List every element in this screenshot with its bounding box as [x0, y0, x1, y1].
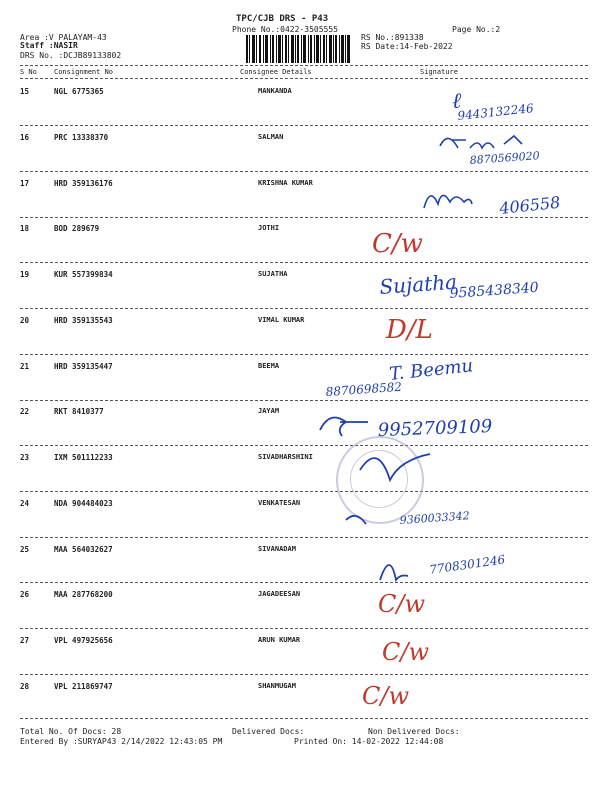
signature-scribble	[424, 195, 472, 208]
row-consignee: ARUN KUMAR	[258, 636, 301, 644]
handwritten-phone: 9360033342	[399, 509, 471, 527]
row-sno: 20	[20, 316, 30, 325]
row-consignment: IXM 501112233	[54, 453, 113, 462]
staff-prefix: Staff :	[20, 41, 54, 50]
handwritten-phone: 8870698582	[325, 379, 403, 399]
row-consignment: BOD 289679	[54, 224, 100, 233]
total-docs: Total No. Of Docs: 28	[20, 727, 122, 736]
row-consignee: SUJATHA	[258, 270, 288, 278]
signature-scribble	[320, 418, 368, 437]
row-consignee: MANKANDA	[258, 87, 292, 95]
entered-by: Entered By :SURYAP43 2/14/2022 12:43:05 PM	[20, 737, 223, 746]
handwritten-note: C/w	[372, 229, 423, 259]
row-sno: 24	[20, 499, 30, 508]
handwritten-phone: 9952709109	[377, 416, 493, 441]
rs-number: RS No.:891338	[361, 33, 424, 42]
row-consignment: VPL 211869747	[54, 682, 113, 691]
col-sno: S No	[20, 68, 37, 76]
row-consignment: NGL 6775365	[54, 87, 104, 96]
row-consignee: JOTHI	[258, 224, 280, 232]
col-consignee: Consignee Details	[240, 68, 312, 76]
signature-scribble	[440, 136, 522, 148]
signature-mark: ℓ	[452, 89, 462, 114]
signature-scribble	[380, 565, 408, 580]
handwritten-note: C/w	[378, 590, 425, 618]
delivered-docs: Delivered Docs:	[232, 727, 305, 736]
row-consignment: PRC 13338370	[54, 133, 109, 142]
row-consignment: KUR 557399834	[54, 270, 113, 279]
row-sno: 22	[20, 407, 30, 416]
handwritten-number: 406558	[498, 192, 562, 218]
rs-date: RS Date:14-Feb-2022	[361, 42, 453, 51]
row-sno: 21	[20, 362, 30, 371]
row-consignee: JAGADEESAN	[258, 590, 301, 598]
handwritten-phone: 8870569020	[469, 149, 541, 167]
row-consignee: VIMAL KUMAR	[258, 316, 305, 324]
handwritten-name: Sujatha	[378, 269, 458, 299]
row-consignment: NDA 904484023	[54, 499, 113, 508]
row-sno: 23	[20, 453, 30, 462]
row-consignee: SIVADHARSHINI	[258, 453, 313, 461]
row-sno: 17	[20, 179, 30, 188]
handwritten-name: T. Beemu	[388, 355, 475, 385]
row-sno: 27	[20, 636, 30, 645]
row-consignment: MAA 287768200	[54, 590, 113, 599]
row-sno: 18	[20, 224, 30, 233]
row-consignee: BEEMA	[258, 362, 280, 370]
drs-title: TPC/CJB DRS - P43	[236, 14, 329, 24]
row-sno: 19	[20, 270, 30, 279]
drs-number: DRS No. :DCJB89133802	[20, 51, 122, 60]
row-sno: 28	[20, 682, 30, 691]
area-label: Area :V PALAYAM-43	[20, 33, 107, 42]
page-number: Page No.:2	[452, 25, 501, 34]
row-sno: 26	[20, 590, 30, 599]
row-consignment: VPL 497925656	[54, 636, 113, 645]
row-consignee: SIVANADAM	[258, 545, 296, 553]
row-sno: 25	[20, 545, 30, 554]
row-consignment: RKT 8410377	[54, 407, 104, 416]
row-consignment: HRD 359135543	[54, 316, 113, 325]
handwritten-phone: 7708301246	[428, 552, 507, 577]
row-consignment: HRD 359135447	[54, 362, 113, 371]
row-consignment: HRD 359136176	[54, 179, 113, 188]
row-sno: 16	[20, 133, 30, 142]
printed-on: Printed On: 14-02-2022 12:44:08	[294, 737, 444, 746]
row-consignee: KRISHNA KUMAR	[258, 179, 313, 187]
handwritten-phone: 9443132246	[456, 101, 535, 123]
row-sno: 15	[20, 87, 30, 96]
col-signature: Signature	[420, 68, 458, 76]
handwritten-note: D/L	[386, 315, 433, 345]
col-consignment: Consignment No	[54, 68, 114, 76]
non-delivered-docs: Non Delivered Docs:	[368, 727, 460, 736]
row-consignment: MAA 564032627	[54, 545, 113, 554]
row-consignee: VENKATESAN	[258, 499, 301, 507]
row-consignee: SALMAN	[258, 133, 284, 141]
row-consignee: SHANMUGAM	[258, 682, 296, 690]
row-consignee: JAYAM	[258, 407, 280, 415]
phone-number: Phone No.:0422-3505555	[232, 25, 338, 34]
handwritten-phone: 9585438340	[449, 279, 540, 302]
staff-name: NASIR	[53, 41, 78, 50]
handwritten-note: C/w	[382, 638, 429, 666]
handwritten-note: C/w	[362, 682, 409, 710]
